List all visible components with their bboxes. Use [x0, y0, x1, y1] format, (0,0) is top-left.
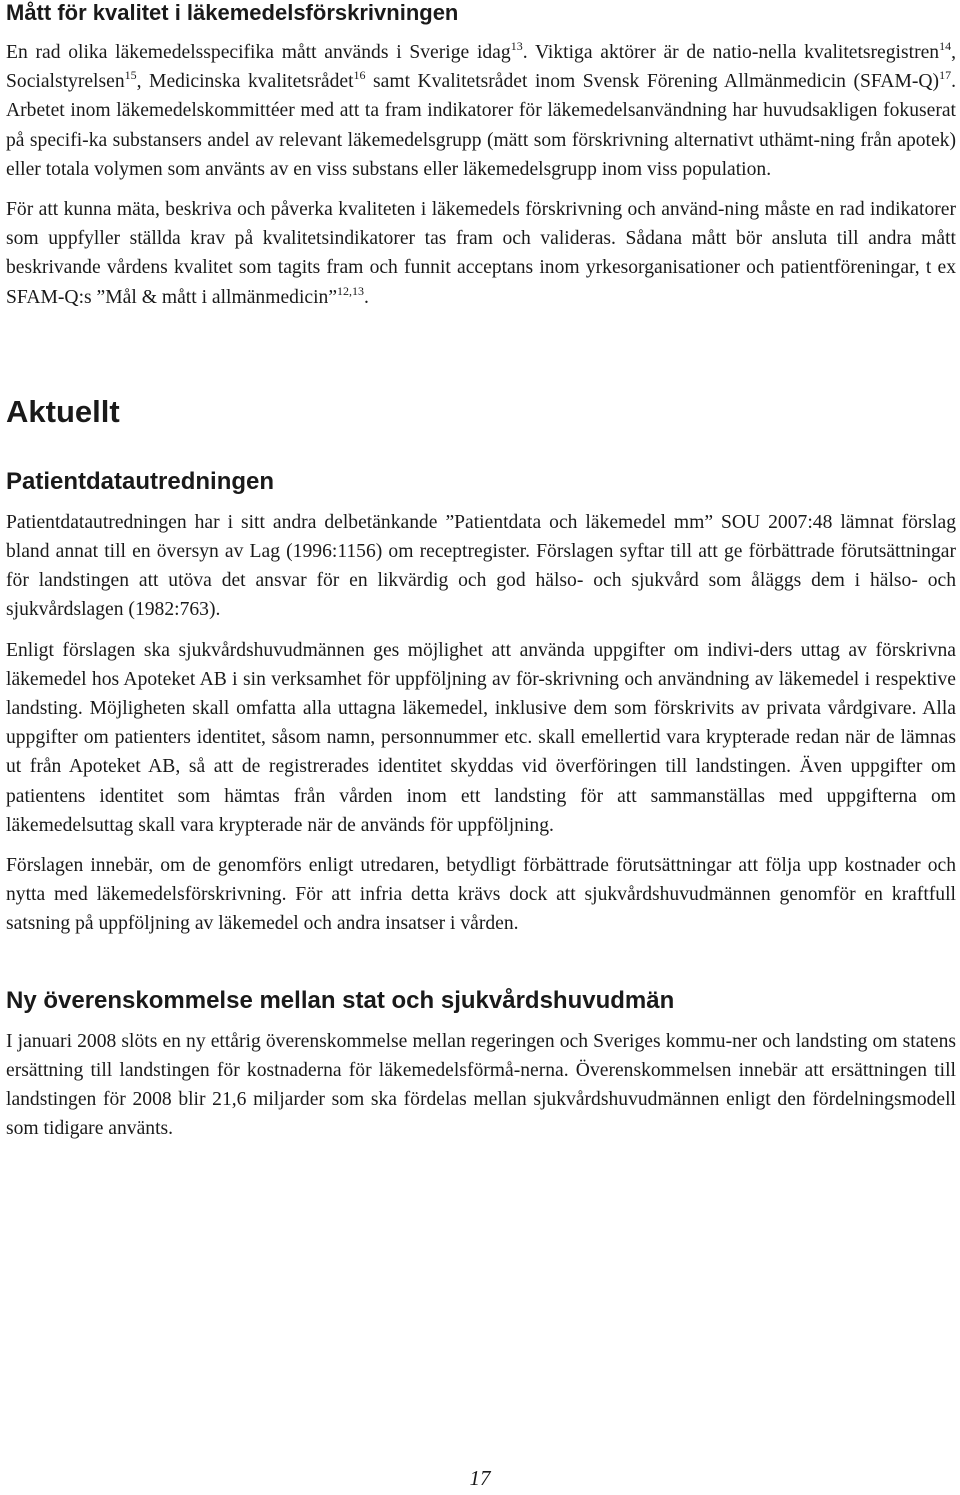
footnote-ref: 14	[939, 39, 952, 53]
footnote-ref: 17	[939, 68, 952, 83]
footnote-ref: 13	[510, 39, 523, 53]
paragraph-patientdata-2: Enligt förslagen ska sjukvårdshuvudmännen ges möjlighet att använda uppgifter om indivi-ders uttag av förskrivna läkemedel hos Apoteket AB i sin verksamhet för uppföljning av för-skrivning och användning av läkemedel i respektive landsting. Möjligheten skall omfatta alla uttagna läkemedel, inklusive dem som förskrivits av privata vårdgivare. Alla uppgifter om patienters identitet, såsom namn, personnummer etc. skall emellertid vara krypterade redan när de lämnas ut från Apoteket AB, så att de registrerades identitet skyddas vid överföringen till landstingen. Även uppgifter om patientens identitet som hämtas från vården inom ett landsting för att sammanställas med uppgifterna om läkemedelsuttag skall vara krypterade när de används för uppföljning.	[6, 639, 956, 836]
paragraph-quality-measures-2: För att kunna mäta, beskriva och påverka kvaliteten i läkemedels förskrivning och använd-ning måste en rad indikatorer som uppfyller ställda krav på kvalitetsindikatorer tas fram och valideras. Sådana mått bör ansluta till andra mått beskrivande vårdens kvalitet som tagits fram och funnit acceptans inom yrkesorganisationer och patientföreningar, t ex SFAM-Q:s ”Mål & mått i allmänmedicin”$^{12,13}$.	[6, 199, 956, 308]
subheading-patientdatautredningen: Patientdatautredningen	[6, 467, 275, 495]
subheading-overenskommelse: Ny överenskommelse mellan stat och sjukvårdshuvudmän	[6, 986, 675, 1014]
page-number: 17	[469, 1466, 491, 1490]
footnote-ref: 12,13	[337, 283, 365, 298]
footnote-ref: 16	[353, 68, 366, 83]
paragraph-patientdata-3: Förslagen innebär, om de genomförs enligt utredaren, betydligt förbättrade förutsättningar att följa upp kostnader och nytta med läkemedelsförskrivning. För att infria detta krävs dock att sjukvårdshuvudmännen genomför en kraftfull satsning på uppföljning av läkemedel och andra insatser i vården.	[6, 855, 956, 935]
paragraph-patientdata-1: Patientdatautredningen har i sitt andra delbetänkande ”Patientdata och läkemedel mm” SOU 2007:48 lämnat förslag bland annat till en översyn av Lag (1996:1156) om receptregister. Förslagen syftar till att ge förbättrade förutsättningar för landstingen att utöva det ansvar för en likvärdig och god hälso- och sjukvård som åläggs dem i hälso- och sjukvårdslagen (1982:763).	[6, 511, 956, 621]
footnote-ref: 15	[124, 68, 137, 83]
paragraph-overenskommelse-1: I januari 2008 slöts en ny ettårig överenskommelse mellan regeringen och Sveriges kommu-ner och landsting om statens ersättning till landstingen för kostnaderna för läkemedelsförmå-nerna. Överenskommelsen innebär att ersättningen till landstingen för 2008 blir 21,6 miljarder som ska fördelas mellan sjukvårdshuvudmännen enligt den fördelningsmodell som tidigare använts.	[6, 1030, 956, 1140]
paragraph-quality-measures-1: En rad olika läkemedelsspecifika mått används i Sverige idag$^{13}$. Viktiga aktörer är de natio-nella kvalitetsregistren$^{14}$, Socialstyrelsen$^{15}$, Medicinska kvalitetsrådet$^{16}$ samt Kvalitetsrådet inom Svensk Förening Allmänmedicin (SFAM-Q)$^{17}$. Arbetet inom läkemedelskommittéer med att ta fram indikatorer för läkemedelsanvändning har huvudsakligen fokuserat på specifi-ka substansers andel av relevant läkemedelsgrupp (mätt som förskrivning alternativt uthämt-ning från apotek) eller totala volymen som använts av en viss substans eller läkemedelsgrupp inom viss population.	[6, 39, 956, 180]
section-heading-quality-measures: Mått för kvalitet i läkemedelsförskrivningen	[6, 0, 459, 25]
section-heading-aktuellt: Aktuellt	[6, 393, 120, 429]
document-page	[6, 0, 956, 1143]
